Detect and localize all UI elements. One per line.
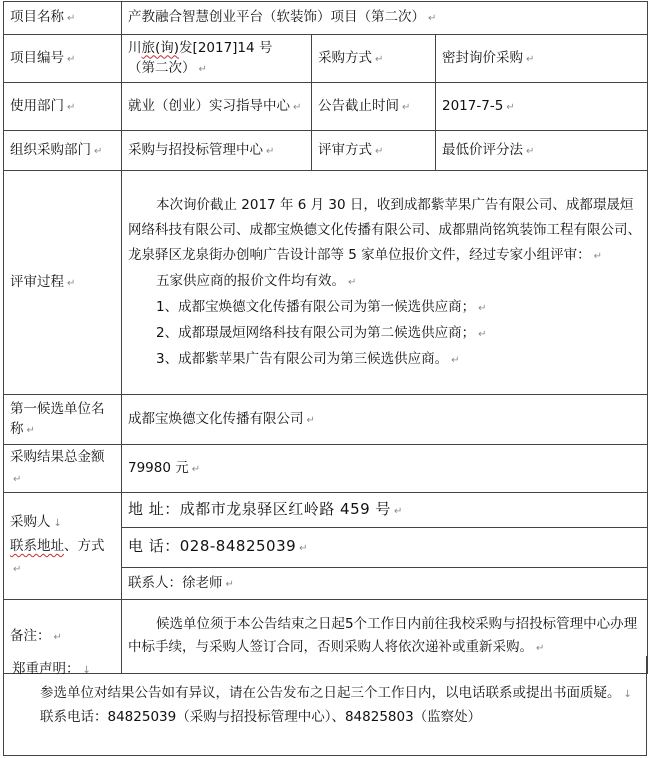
row-project-name [4,2,648,35]
row-dept [4,83,648,131]
contact-phone: 电 话：028-84825039 ↵ [122,528,648,568]
remarks-value: 候选单位须于本公告结束之日起5个工作日内前往我校采购与招投标管理中心办理中标手续，与采购人签订合同，否则采购人将依次递补或重新采购。 ↵ [122,600,648,674]
row-project-no [4,35,648,83]
remarks-label: 备注： ↵ [4,600,122,674]
row-total [4,445,648,493]
total-label: 采购结果总金额↵ [4,445,122,493]
contact-label: 采购人 ↓ 联系地址、方式↵ [4,493,122,600]
notice-phones: 联系电话：84825039（采购与招投标管理中心）、84825803（监察处） [40,709,482,725]
first-candidate-label: 第一候选单位名称 ↵ [4,395,122,445]
total-value: 79980 元 ↵ [122,445,648,493]
org-value: 采购与招投标管理中心 ↵ [122,131,312,171]
notice-title: 郑重声明： ↓ [12,661,91,677]
project-no-label: 项目编号 ↵ [4,35,122,83]
org-label: 组织采购部门 ↵ [4,131,122,171]
notice-body: 参选单位对结果公告如有异议，请在公告发布之日起三个工作日内，以电话联系或提出书面质疑。 ↓ [40,685,632,701]
notice-box [3,656,647,756]
row-review [4,171,648,395]
project-name-label: 项目名称 ↵ [4,2,122,35]
method-label: 采购方式 ↵ [312,35,436,83]
review-item-1: 1、成都宝焕德文化传播有限公司为第一候选供应商； ↵ [156,298,487,315]
review-content [122,171,648,395]
review-method-label: 评审方式 ↵ [312,131,436,171]
method-value: 密封询价采购 ↵ [436,35,648,83]
row-org [4,131,648,171]
review-method-value: 最低价评分法 ↵ [436,131,648,171]
review-para-1: 本次询价截止 2017 年 6 月 30 日，收到成都紫苹果广告有限公司、成都璟晟烜网络科技有限公司、成都宝焕德文化传播有限公司、成都鼎尚铭筑装饰工程有限公司、龙泉驿区龙泉街办创响广告设计部等 5 家单位报价文件，经过专家小组评审： ↵ [128,196,641,263]
project-no-value: 川旅(询)发[2017]14 号 （第二次） ↵ [122,35,312,83]
review-item-3: 3、成都紫苹果广告有限公司为第三候选供应商。 ↵ [156,350,460,367]
result-table [3,1,648,674]
contact-address: 地 址：成都市龙泉驿区红岭路 459 号 ↵ [122,493,648,528]
row-contact-address [4,493,648,528]
contact-person: 联系人：徐老师 ↵ [122,568,648,600]
review-label: 评审过程 ↵ [4,171,122,395]
first-candidate-value: 成都宝焕德文化传播有限公司 ↵ [122,395,648,445]
review-para-2: 五家供应商的报价文件均有效。 ↵ [156,272,357,289]
deadline-label: 公告截止时间 ↵ [312,83,436,131]
dept-label: 使用部门 ↵ [4,83,122,131]
deadline-value: 2017-7-5 ↵ [436,83,648,131]
review-item-2: 2、成都璟晟烜网络科技有限公司为第二候选供应商； ↵ [156,324,487,341]
row-first-candidate [4,395,648,445]
dept-value: 就业（创业）实习指导中心 ↵ [122,83,312,131]
project-name-value: 产教融合智慧创业平台（软装饰）项目（第二次） ↵ [122,2,648,35]
